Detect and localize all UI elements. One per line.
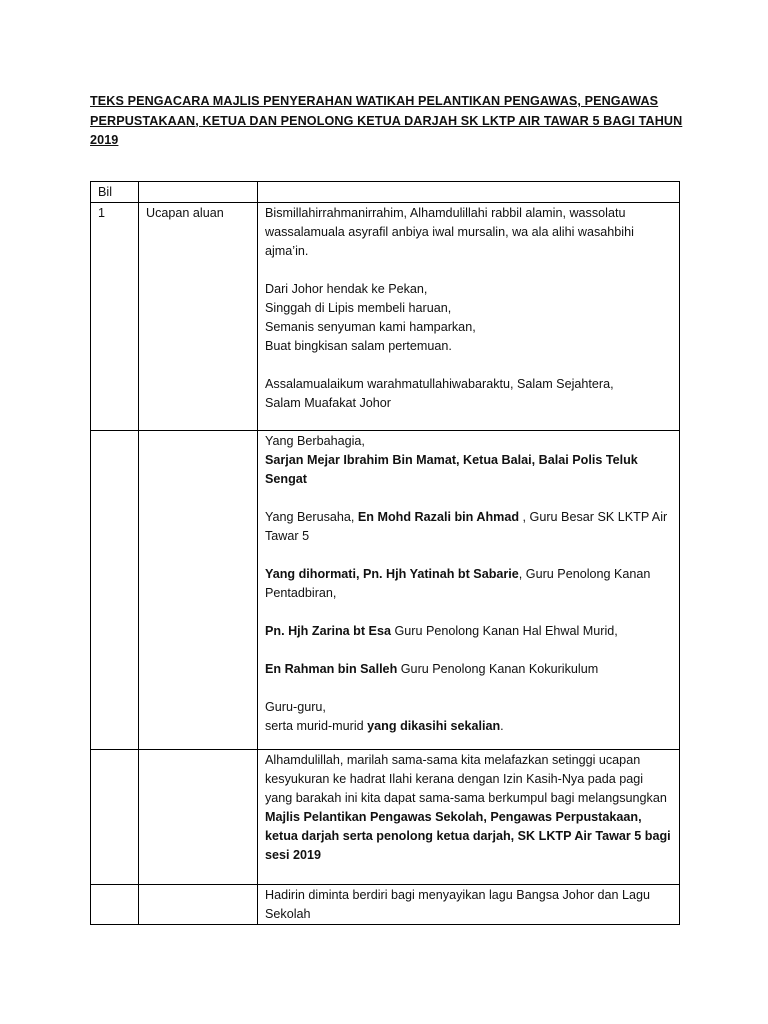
table-row [91, 885, 680, 925]
gpk2-role: Guru Penolong Kanan Hal Ehwal Murid, [390, 624, 618, 638]
row2-item [139, 431, 258, 750]
gb-prefix: Yang Berusaha, [265, 510, 358, 524]
row4-bil [91, 885, 139, 925]
gb-suffix: , Guru Besar SK LKTP Air Tawar 5 [265, 510, 668, 543]
row2-content [258, 431, 680, 750]
murid-bold: yang dikasihi sekalian [367, 719, 501, 733]
header-item [139, 182, 258, 203]
row3-bil [91, 750, 139, 885]
row1-item: Ucapan aluan [139, 203, 258, 431]
yb-name: Sarjan Mejar Ibrahim Bin Mamat, Ketua Balai, Balai Polis Teluk Sengat [265, 453, 638, 486]
table-header-row [91, 182, 680, 203]
row4-item [139, 885, 258, 925]
kesyukuran-plain: Alhamdulillah, marilah sama-sama kita melafazkan setinggi ucapan kesyukuran ke hadrat Ilahi kerana dengan Izin Kasih-Nya pada pagi yang barakah ini kita dapat sama-sama berkumpul bagi melangsungkan [265, 753, 667, 805]
row1-content [258, 203, 680, 431]
gpk1-name: Yang dihormati, Pn. Hjh Yatinah bt Sabarie [265, 567, 519, 581]
murid-prefix: serta murid-murid [265, 719, 368, 733]
document-title: TEKS PENGACARA MAJLIS PENYERAHAN WATIKAH PELANTIKAN PENGAWAS, PENGAWAS PERPUSTAKAAN, KETUA DAN PENOLONG KETUA DARJAH SK LKTP AIR TAWAR 5 BAGI TAHUN 2019 [90, 94, 683, 147]
header-bil: Bil [91, 182, 139, 203]
gb-name: En Mohd Razali bin Ahmad [357, 510, 520, 524]
gpk-pentadbiran-line [265, 565, 673, 603]
kesyukuran-paragraph [265, 751, 673, 865]
table-row [91, 750, 680, 885]
row3-content [258, 750, 680, 885]
gpk-koku-line [265, 660, 673, 679]
pantun-line: Buat bingkisan salam pertemuan. [265, 339, 452, 353]
murid-end: . [500, 719, 504, 733]
yb-label: Yang Berbahagia, [265, 434, 365, 448]
pantun-line: Semanis senyuman kami hamparkan, [265, 320, 476, 334]
row3-item [139, 750, 258, 885]
row1-bil: 1 [91, 203, 139, 431]
murid-line [265, 717, 673, 736]
gpk3-role: Guru Penolong Kanan Kokurikulum [397, 662, 599, 676]
opening-doa: Bismillahirrahmanirrahim, Alhamdulillahi rabbil alamin, wassolatu wassalamuala asyrafil anbiya iwal mursalin, wa ala alihi wasahbihi ajma’in. [265, 206, 634, 258]
header-content [258, 182, 680, 203]
guru-line: Guru-guru, [265, 700, 326, 714]
guru-besar-line [265, 508, 673, 546]
salam-line: Assalamualaikum warahmatullahiwabaraktu, Salam Sejahtera, [265, 377, 614, 391]
table-row [91, 431, 680, 750]
ceremony-script-table [90, 181, 680, 925]
table-row [91, 203, 680, 431]
kesyukuran-bold: Majlis Pelantikan Pengawas Sekolah, Pengawas Perpustakaan, ketua darjah serta penolong ketua darjah, SK LKTP Air Tawar 5 bagi sesi 2019 [265, 810, 671, 862]
gpk3-name: En Rahman bin Salleh [265, 662, 398, 676]
pantun-line: Dari Johor hendak ke Pekan, [265, 282, 428, 296]
gpk-hem-line [265, 622, 673, 641]
row2-bil [91, 431, 139, 750]
gpk1-role: , Guru Penolong Kanan Pentadbiran, [265, 567, 651, 600]
salam-line: Salam Muafakat Johor [265, 396, 391, 410]
row4-content: Hadirin diminta berdiri bagi menyayikan lagu Bangsa Johor dan Lagu Sekolah [258, 885, 680, 925]
pantun-line: Singgah di Lipis membeli haruan, [265, 301, 452, 315]
gpk2-name: Pn. Hjh Zarina bt Esa [265, 624, 391, 638]
